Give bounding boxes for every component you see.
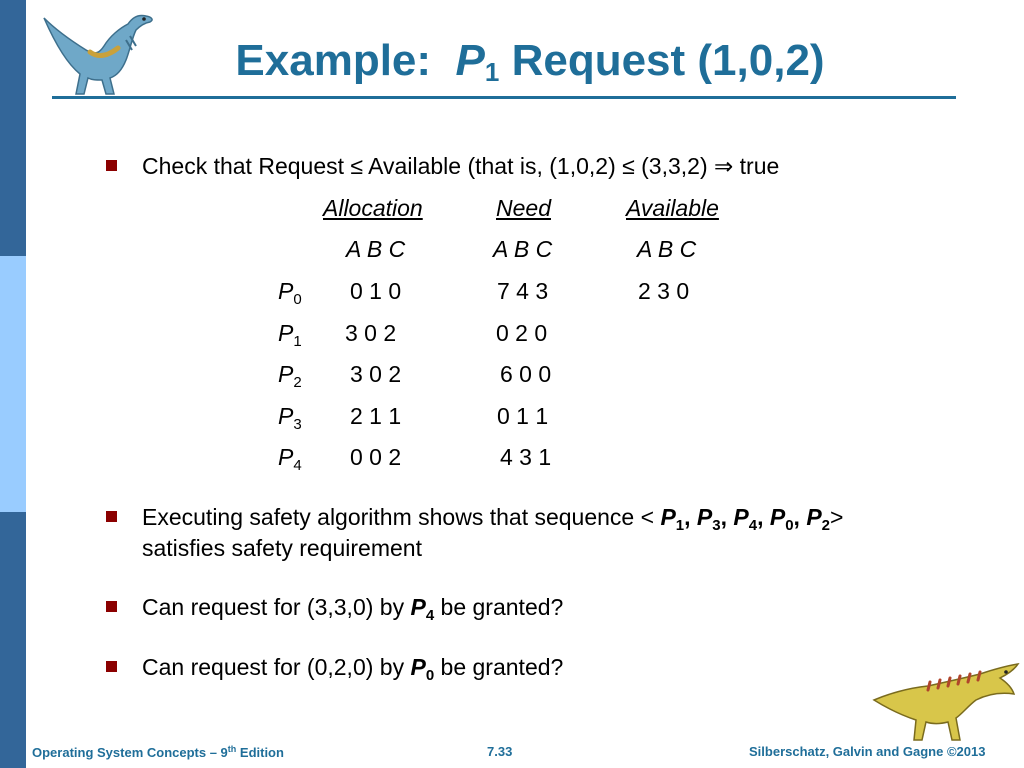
need-value: 4 3 1 [500,444,552,470]
title-divider [52,96,956,99]
subheader-allocation: A B C [346,236,406,262]
bullet-marker [106,601,117,612]
footer-book-title: Operating System Concepts – 9th Edition [32,744,284,760]
process-label: $P_1$ [278,320,302,350]
sidebar-segment-bottom [0,512,26,768]
bullet-text-1: Check that Request ≤ Available (that is, (1,0,2) ≤ (3,3,2) ⇒ true [142,153,780,179]
dinosaur-icon [36,6,166,101]
bullet-marker [106,661,117,672]
bullet-marker [106,160,117,171]
bullet-text-4: Can request for (0,2,0) by $P_0$ be granted? [142,654,564,684]
process-label: $P_2$ [278,361,302,391]
allocation-value: 3 0 2 [345,320,397,346]
dinosaur-icon [868,660,1024,748]
allocation-value: 0 1 0 [350,278,402,304]
header-allocation: Allocation [323,195,423,221]
available-value: 2 3 0 [638,278,690,304]
process-label: $P_0$ [278,278,302,308]
left-color-bar [0,0,26,768]
header-available: Available [626,195,719,221]
sidebar-segment-middle [0,256,26,512]
need-value: 7 4 3 [497,278,549,304]
bullet-text-3: Can request for (3,3,0) by $P_4$ be granted? [142,594,564,624]
allocation-value: 2 1 1 [350,403,402,429]
need-value: 6 0 0 [500,361,552,387]
allocation-value: 0 0 2 [350,444,402,470]
need-value: 0 1 1 [497,403,549,429]
bullet-marker [106,511,117,522]
footer-page-number: 7.33 [487,744,513,759]
allocation-value: 3 0 2 [350,361,402,387]
footer-authors: Silberschatz, Galvin and Gagne ©2013 [749,744,986,759]
process-label: $P_4$ [278,444,302,474]
bullet-text-2-continued: satisfies safety requirement [142,535,422,561]
sidebar-segment-top [0,0,26,256]
subheader-available: A B C [637,236,697,262]
subheader-need: A B C [493,236,553,262]
page-title: Example: $P_1$ Request (1,0,2) [235,36,825,87]
bullet-text-2: Executing safety algorithm shows that sequence < $P_1$, $P_3$, $P_4$, $P_0$, $P_2>$ [142,504,844,534]
process-label: $P_3$ [278,403,302,433]
header-need: Need [496,195,551,221]
need-value: 0 2 0 [496,320,548,346]
